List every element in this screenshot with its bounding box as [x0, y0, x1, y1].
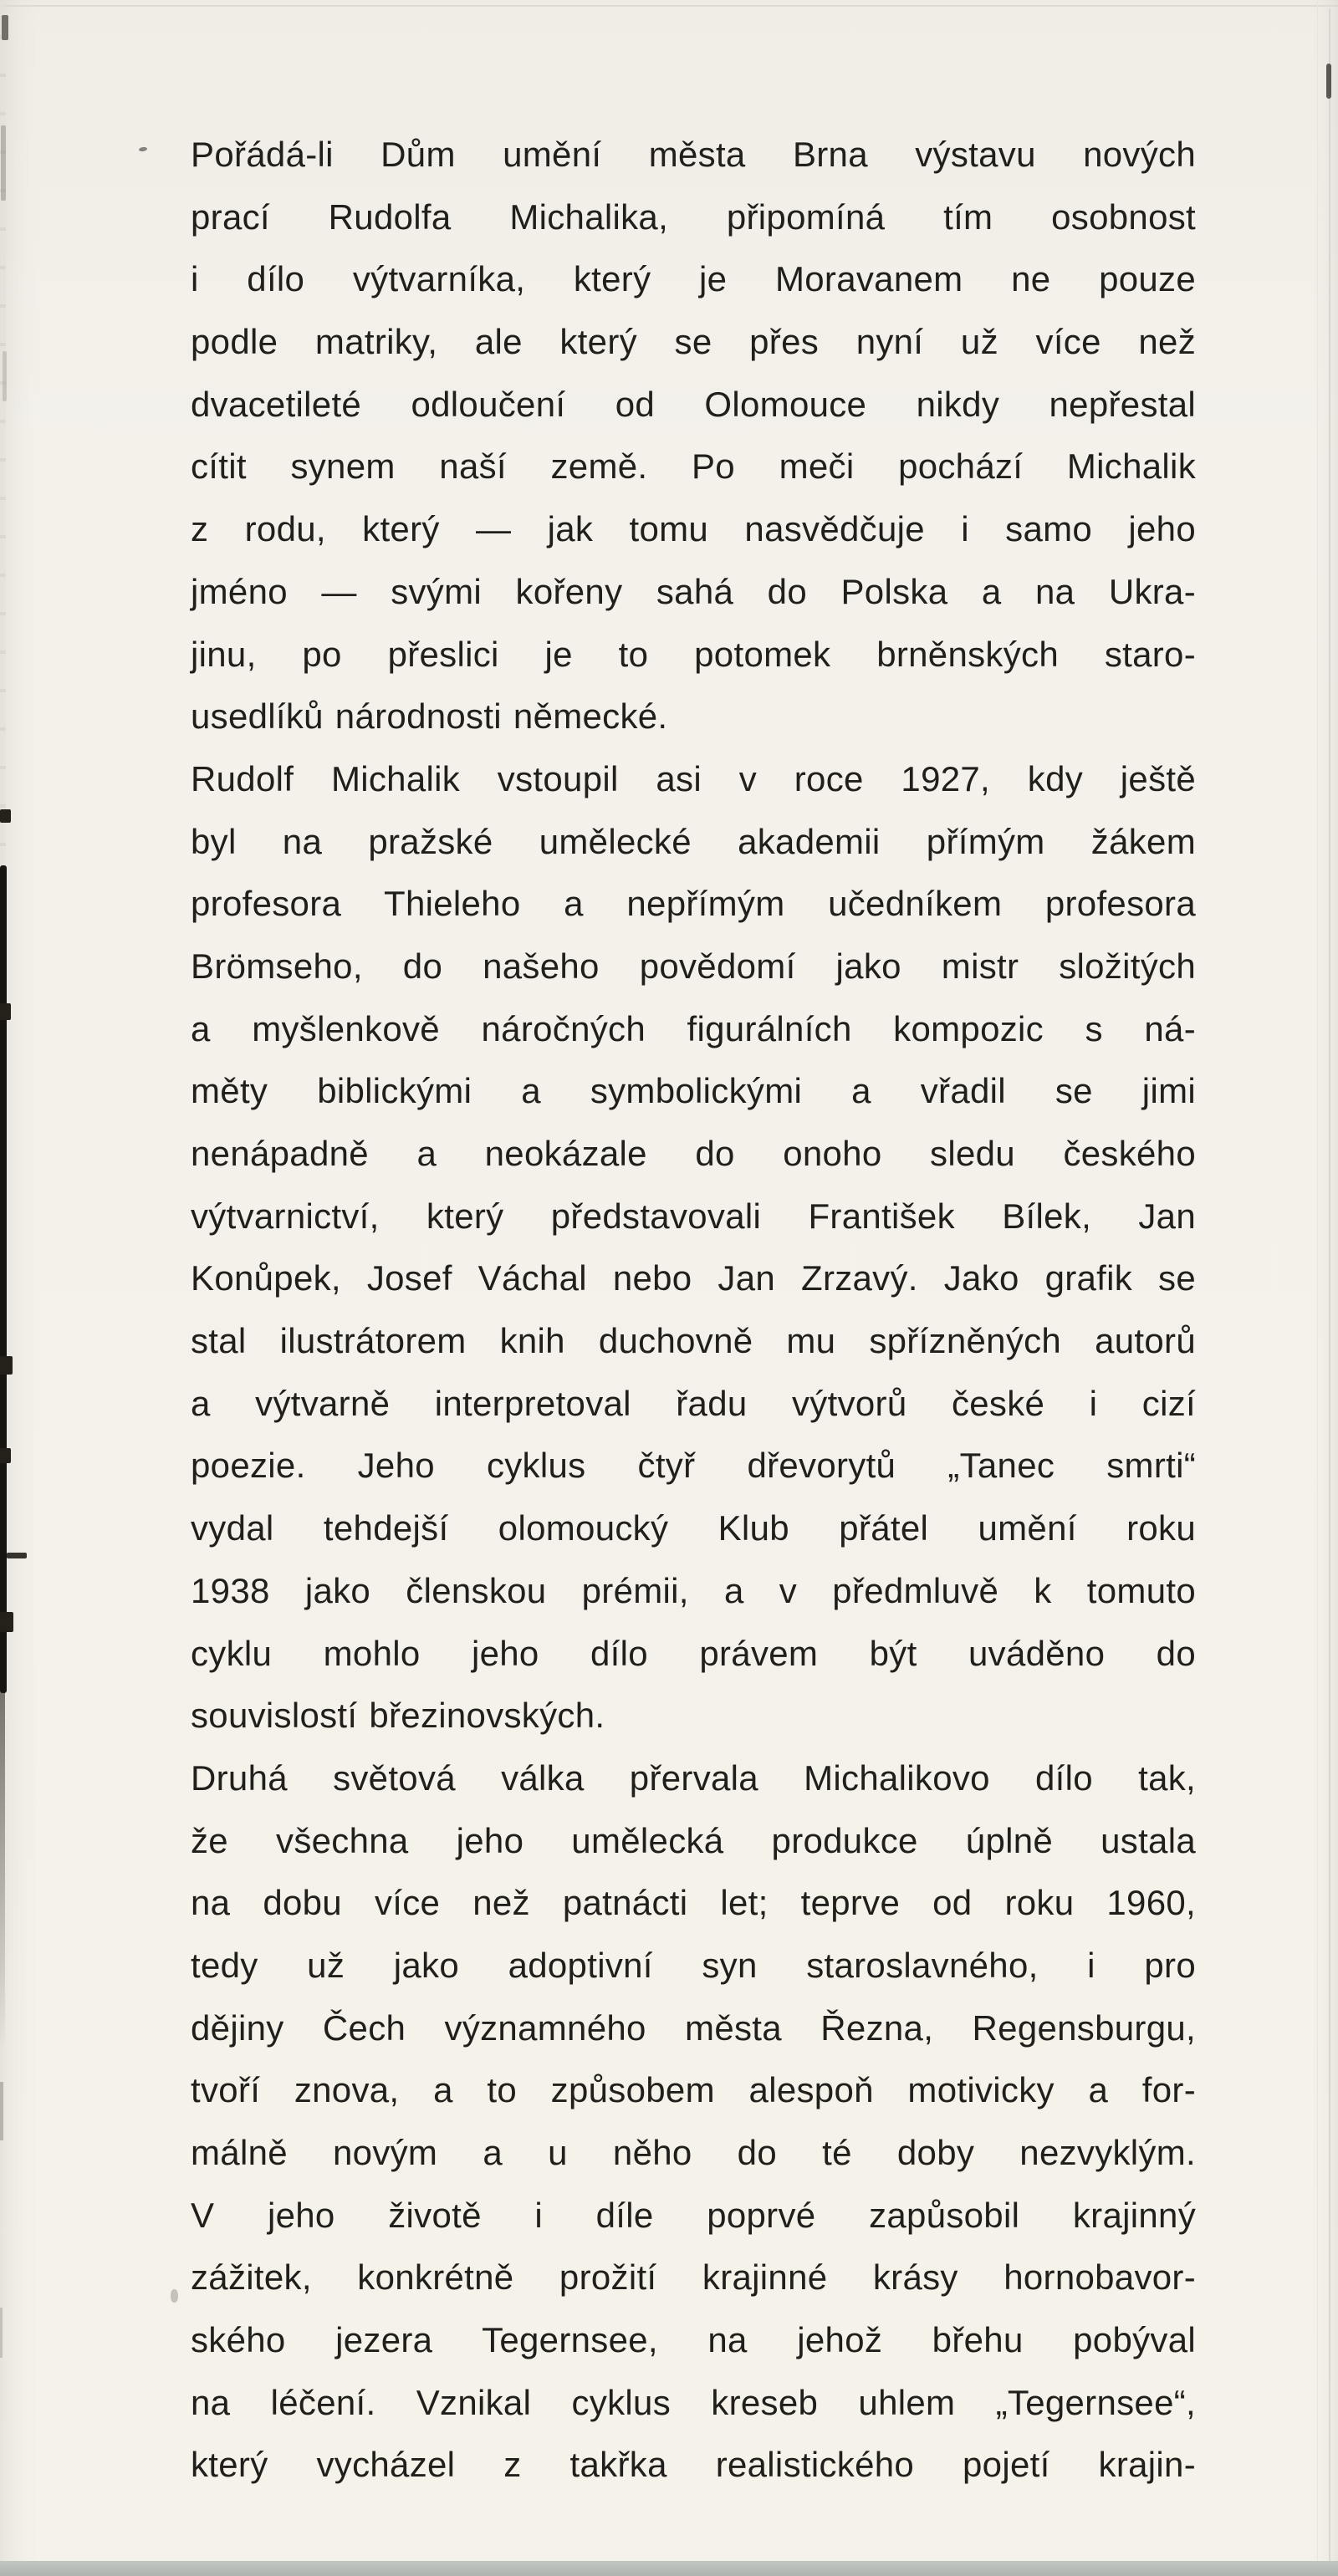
scan-artifact-right-edge-line [1329, 8, 1330, 2576]
text-line: cyklu mohlo jeho dílo právem být uváděno do [191, 1633, 1196, 1673]
paragraph [191, 1747, 1196, 2497]
text-line: který vycházel z takřka realistického pojetí krajin- [191, 2445, 1196, 2485]
scan-artifact-stray-dot [139, 146, 148, 151]
text-line: profesora Thieleho a nepřímým učedníkem profesora [191, 884, 1196, 924]
text-line: Pořádá-li Dům umění města Brna výstavu nových [191, 135, 1196, 174]
scan-artifact-left-strip-fade [0, 1691, 5, 2050]
scan-artifact-bottom-scanner-band [0, 2561, 1338, 2576]
text-line: V jeho životě i díle poprvé zapůsobil krajinný [191, 2195, 1196, 2235]
text-line: a výtvarně interpretoval řadu výtvorů české i cizí [191, 1383, 1196, 1423]
scan-artifact-mark [0, 1448, 11, 1463]
paragraph [191, 748, 1196, 1747]
scan-artifact-mark [0, 1356, 13, 1375]
scan-artifact-mark [0, 1612, 13, 1632]
scan-artifact-mark [0, 2082, 3, 2140]
scan-artifact-right-edge-dash [1326, 64, 1331, 99]
text-line: málně novým a u něho do té doby nezvyklým. [191, 2133, 1196, 2172]
text-line: Rudolf Michalik vstoupil asi v roce 1927, kdy ještě [191, 758, 1196, 798]
scan-artifact-speck [3, 351, 7, 401]
text-line: výtvarnictví, který představovali František Bílek, Jan [191, 1196, 1196, 1236]
text-line: i dílo výtvarníka, který je Moravanem ne pouze [191, 259, 1196, 299]
text-line: na dobu více než patnácti let; teprve od roku 1960, [191, 1883, 1196, 1923]
text-line: dějiny Čech významného města Řezna, Regensburgu, [191, 2007, 1196, 2048]
body-text [191, 124, 1196, 2497]
text-line: byl na pražské umělecké akademii přímým žákem [191, 821, 1196, 861]
text-line: podle matriky, ale který se přes nyní už více než [191, 322, 1196, 362]
scan-artifact-speck [1, 125, 6, 201]
text-line: jméno — svými kořeny sahá do Polska a na Ukra- [191, 571, 1196, 611]
scan-artifact-right-edge-line [1317, 0, 1318, 2576]
scan-artifact-mark [7, 1553, 27, 1558]
text-line: Druhá světová válka přervala Michalikovo dílo tak, [191, 1757, 1196, 1798]
text-line: že všechna jeho umělecká produkce úplně ustala [191, 1820, 1196, 1860]
scan-artifact-left-black-strip [0, 865, 7, 1693]
text-line: dvacetileté odloučení od Olomouce nikdy nepřestal [191, 384, 1196, 424]
text-line: zážitek, konkrétně prožití krajinné krásy hornobavor- [191, 2257, 1196, 2298]
text-line: vydal tehdejší olomoucký Klub přátel umění roku [191, 1508, 1196, 1548]
text-line: ského jezera Tegernsee, na jehož břehu pobýval [191, 2320, 1196, 2360]
text-line: stal ilustrátorem knih duchovně mu spřízněných autorů [191, 1321, 1196, 1361]
scan-artifact-top-edge-line [0, 5, 1338, 7]
text-line: Brömseho, do našeho povědomí jako mistr složitých [191, 946, 1196, 986]
text-line: Konůpek, Josef Váchal nebo Jan Zrzavý. Jako grafik se [191, 1258, 1196, 1298]
text-line: a myšlenkově náročných figurálních kompozic s ná- [191, 1008, 1196, 1048]
text-line: tvoří znova, a to způsobem alespoň motivicky a for- [191, 2070, 1196, 2110]
text-line: měty biblickými a symbolickými a vřadil se jimi [191, 1071, 1196, 1111]
text-line: usedlíků národnosti německé. [191, 696, 668, 737]
text-line: poezie. Jeho cyklus čtyř dřevorytů „Tanec smrti“ [191, 1446, 1196, 1486]
text-line: z rodu, který — jak tomu nasvědčuje i samo jeho [191, 509, 1196, 549]
text-line: prací Rudolfa Michalika, připomíná tím osobnost [191, 196, 1196, 237]
text-line: tedy už jako adoptivní syn staroslavného, i pro [191, 1945, 1196, 1985]
text-line: souvislostí březinovských. [191, 1696, 605, 1736]
scan-artifact-mark [0, 2308, 3, 2358]
scan-artifact-mark [0, 1003, 11, 1020]
text-line: jinu, po přeslici je to potomek brněnských staro- [191, 634, 1196, 674]
text-line: cítit synem naší země. Po meči pochází Michalik [191, 446, 1196, 487]
paragraph [191, 124, 1196, 748]
text-line: nenápadně a neokázale do onoho sledu českého [191, 1134, 1196, 1173]
scan-artifact-speck [2, 15, 8, 40]
text-line: na léčení. Vznikal cyklus kreseb uhlem „Tegernsee“, [191, 2382, 1196, 2422]
text-line: 1938 jako členskou prémii, a v předmluvě k tomuto [191, 1570, 1196, 1610]
scan-artifact-stray-mark [171, 2289, 178, 2303]
scan-artifact-mark [0, 809, 11, 823]
